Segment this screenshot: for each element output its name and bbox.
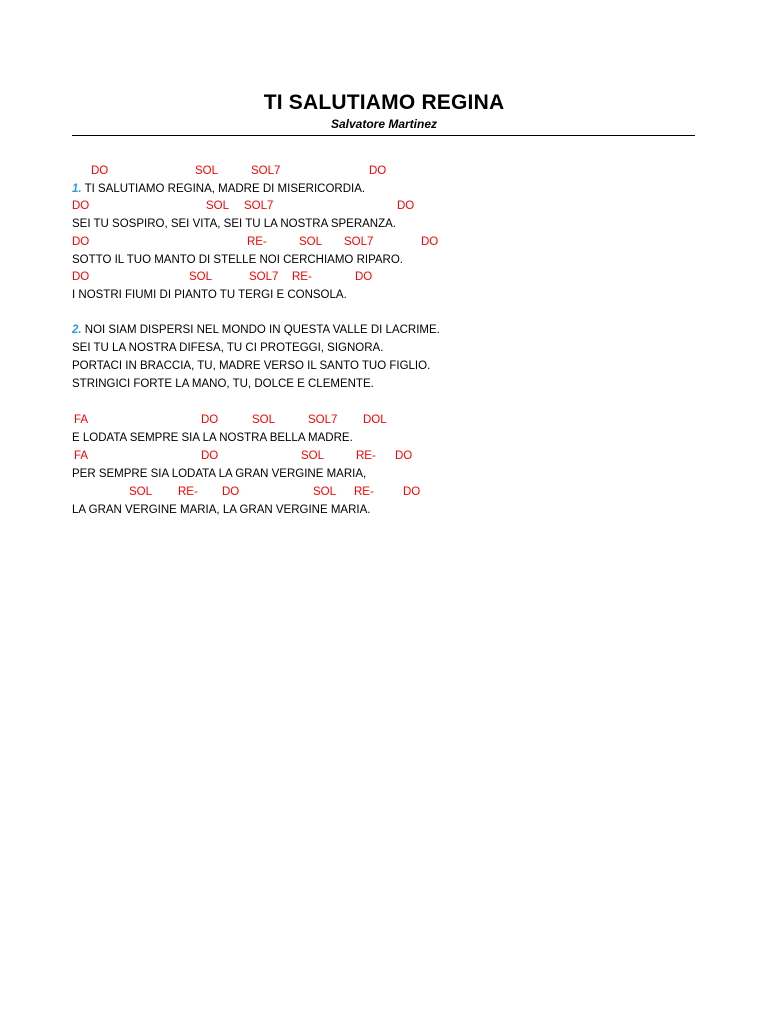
chord: RE- [356,450,376,462]
chord: DOL [363,414,387,426]
chord: SOL7 [344,236,374,248]
title-divider [72,135,695,136]
chord: DO [403,486,421,498]
refrain-chord-line-1 [72,412,712,429]
chord: DO [395,450,413,462]
chord: SOL7 [244,200,274,212]
lyric-text: NOI SIAM DISPERSI NEL MONDO IN QUESTA VALLE DI LACRIME. [81,324,440,336]
chord: DO [91,165,109,177]
chord: RE- [354,486,374,498]
song-title: TI SALUTIAMO REGINA [263,91,505,114]
chord: SOL7 [308,414,338,426]
chord: SOL [195,165,219,177]
chord: RE- [247,236,267,248]
refrain-chord-line-2 [72,448,712,465]
verse1-chord-line-1 [72,163,712,180]
verse1-lyric-line-1 [72,181,712,198]
chord: SOL [313,486,337,498]
refrain-chord-line-3 [72,484,712,501]
chord: FA [74,414,89,426]
chord: SOL [206,200,230,212]
chord: DO [222,486,240,498]
verse2-lyric-line-1 [72,322,712,339]
verse1-chord-line-3 [72,234,712,251]
chord: DO [201,414,219,426]
chord: SOL [129,486,153,498]
verse2-lyric-line-2: SEI TU LA NOSTRA DIFESA, TU CI PROTEGGI, SIGNORA. [72,342,384,354]
chord: DO [72,236,90,248]
verse2-lyric-line-3: PORTACI IN BRACCIA, TU, MADRE VERSO IL SANTO TUO FIGLIO. [72,360,431,372]
chord: SOL [301,450,325,462]
chord: FA [74,450,89,462]
chord: DO [355,271,373,283]
chord: SOL [189,271,213,283]
refrain-lyric-line-2: PER SEMPRE SIA LODATA LA GRAN VERGINE MARIA, [72,468,367,480]
refrain-lyric-line-1: E LODATA SEMPRE SIA LA NOSTRA BELLA MADRE. [72,432,353,444]
lyric-text: TI SALUTIAMO REGINA, MADRE DI MISERICORDIA. [81,183,366,195]
verse1-lyric-line-2: SEI TU SOSPIRO, SEI VITA, SEI TU LA NOSTRA SPERANZA. [72,218,397,230]
chord: SOL7 [249,271,279,283]
chord: DO [369,165,387,177]
chord: RE- [292,271,312,283]
chord: DO [72,200,90,212]
verse2-lyric-line-4: STRINGICI FORTE LA MANO, TU, DOLCE E CLEMENTE. [72,378,374,390]
verse1-chord-line-4 [72,269,712,286]
chord: DO [72,271,90,283]
chord: SOL [252,414,276,426]
refrain-lyric-line-3: LA GRAN VERGINE MARIA, LA GRAN VERGINE MARIA. [72,504,371,516]
chord: DO [421,236,439,248]
verse1-lyric-line-3: SOTTO IL TUO MANTO DI STELLE NOI CERCHIAMO RIPARO. [72,254,403,266]
chord: SOL7 [251,165,281,177]
verse-number: 2. [72,324,82,336]
chord: DO [201,450,219,462]
song-author: Salvatore Martinez [330,117,438,131]
chord: RE- [178,486,198,498]
verse1-chord-line-2 [72,198,712,215]
chord: SOL [299,236,323,248]
chord: DO [397,200,415,212]
verse1-lyric-line-4: I NOSTRI FIUMI DI PIANTO TU TERGI E CONSOLA. [72,289,347,301]
verse-number: 1. [72,183,82,195]
